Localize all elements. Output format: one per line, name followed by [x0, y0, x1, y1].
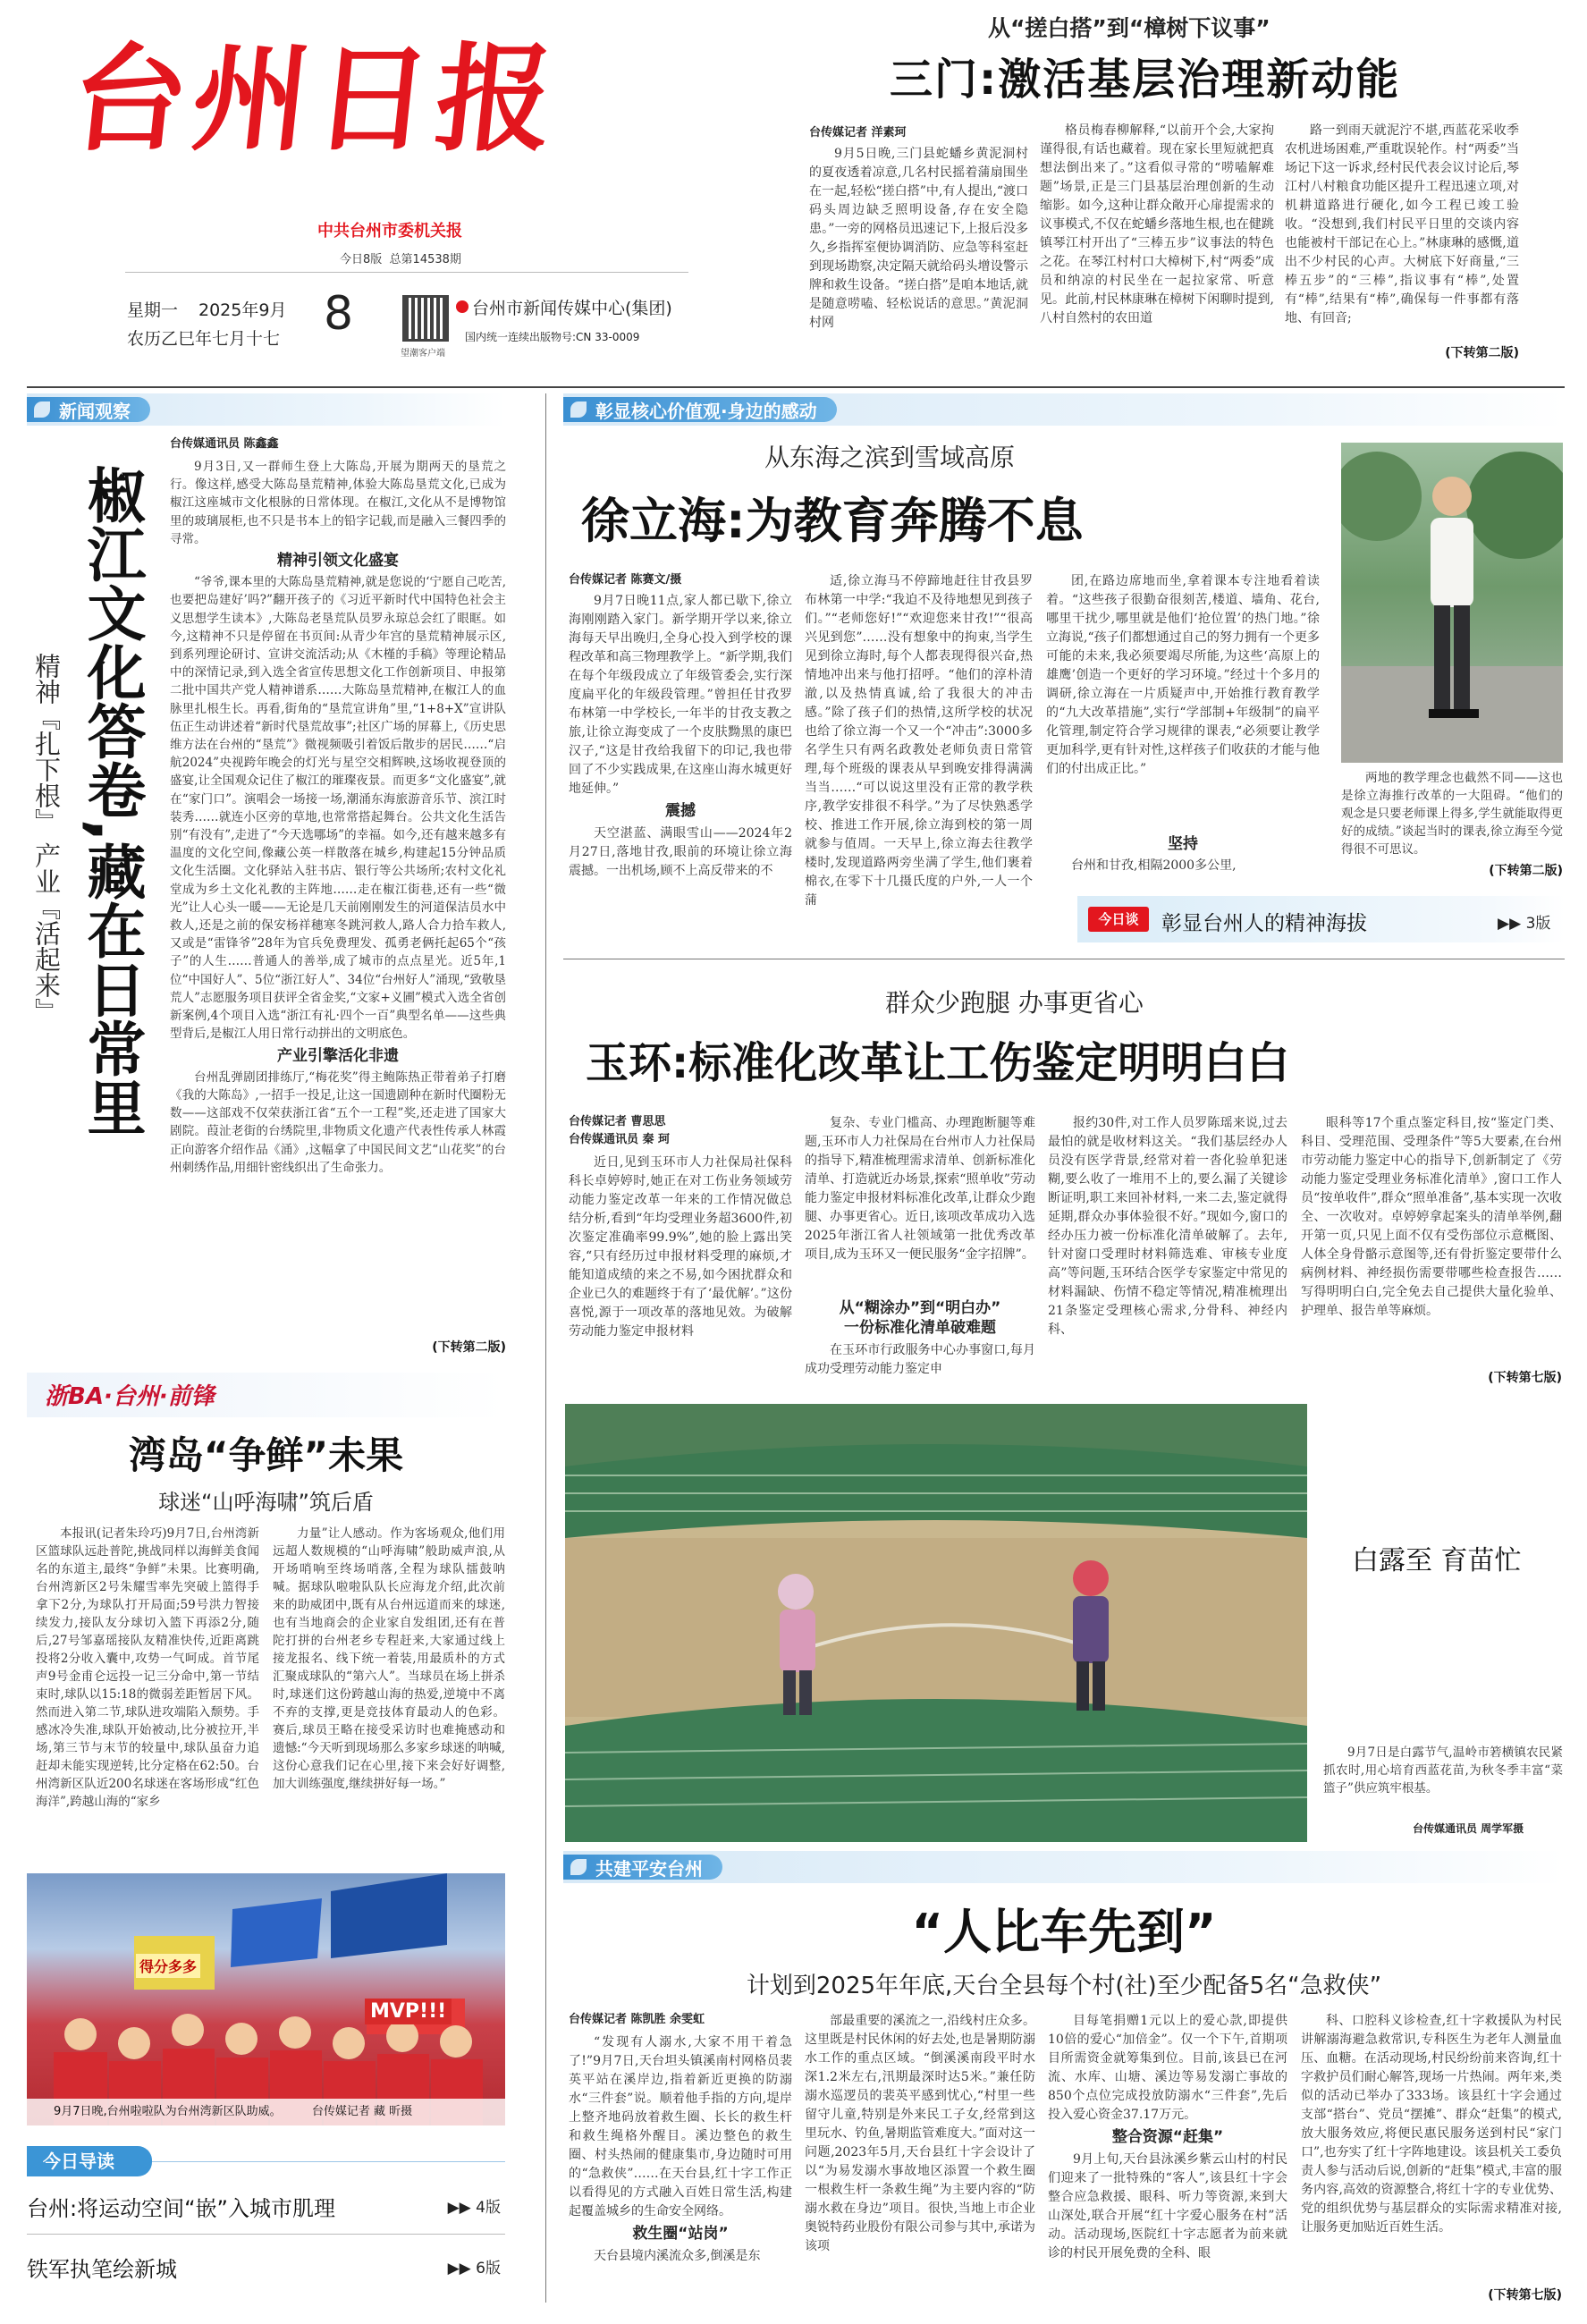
- today-talk-page-num: 3版: [1525, 915, 1551, 933]
- top-story-col1: [809, 145, 1028, 359]
- top-story-col2-text: 格员梅春柳解释,“以前开个会,大家拘谨得很,有话也藏着。现在家长里短就把真想法倒出来了。”这看似寻常的“唠嗑解难题”场景,正是三门县基层治理创新的生动缩影。如今,这种让群众敞开心扉提需求的议事模式,不仅在蛇蟠乡落地生根,也在健跳镇琴江村开出了“三棒五步”议事法的特色之花。在琴江村村口大樟树下,村“两委”成员和纳凉的村民坐在一起拉家常、听意见。此前,村民林康琳在樟树下闲聊时提到,八村自然村的农田道: [1040, 123, 1274, 325]
- sports-title: 湾岛“争鲜”未果: [128, 1433, 404, 1477]
- sports-col1: [36, 1525, 259, 1861]
- yuhuan-title: 玉环:标准化改革让工伤鉴定明明白白: [586, 1038, 1290, 1088]
- today-guide-label: 今日导读: [43, 2151, 114, 2172]
- news-obs-p2: “爷爷,课本里的大陈岛垦荒精神,就是您说的‘宁愿自己吃苦,也要把岛建好’吗?”翻开孩子的《习近平新时代中国特色社会主义思想学生读本》,大陈岛老垦荒队员罗永琼总会红了眼眶。如今,这精神不只是停留在书页间:从青少年宫的垦荒精神展示区,到系列理论研讨、宣讲交流活动;从《木槿的手稿》等理论精品中的深情记录,到入选全省宣传思想文化工作创新项目、申报第二批中国共产党人精神谱系……大陈岛垦荒精神,在椒江人的血脉里扎根生长。再看,街角的“垦荒宣讲角”里,“1+8+X”宣讲队伍正生动讲述着“新时代垦荒故事”;社区广场的屏幕上,《历史思维方法在台州的“垦荒”》微视频吸引着饭后散步的居民……“启航2024”央视跨年晚会的灯光与星空交相辉映,这场收视登顶的盛宴,让全国观众记住了椒江的璀璨夜景。而更多“文化盛宴”,就在“家门口”。演唱会一场接一场,潮涌东海旅游音乐节、滨江时装秀……就连小区旁的草地,也常常搭起舞台。公共文化生活告别“有没有”,走进了“今天选哪场”的幸福。如今,还有越来越多有温度的文化空间,像藏公英一样散落在城乡,构建起15分钟品质文化生活圈。文化驿站入驻书店、银行等公共场所;农村文化礼堂成为乡土文化礼教的主阵地……走在椒江街巷,还有一些“微光”让人心头一暖——无论是几天前刚刚发生的河道保洁员水中救人,还是之前的保安杨祥穗寒冬跳河救人,路人合力拾车救人,又或是“雷锋爷”28年为官兵免费理发、孤勇老俩托起65个“孩子”的人生……普通人的善举,成了城市的点点星光。近5年,1位“中国好人”、5位“浙江好人”、34位“台州好人”涌现,“致敬垦荒人”志愿服务项目获评全省金奖,“文家+义圃”模式入选全省创新案例,4个项目入选“浙江有礼·四个一百”典型名单——这些典型背后,是椒江人用日常行动拼出的文明底色。: [170, 575, 506, 1042]
- qr-caption: 望潮客户端: [401, 349, 445, 359]
- safety-col1-text: “发现有人溺水,大家不用干着急了!”9月7日,天台坦头镇溪南村网格员裴英平站在溪岸边,指着新近更换的防溺水“三件套”说。顺着他手指的方向,堤岸上整齐地码放着救生圈、长长的救生杆和救生绳格外醒目。溪边整色的救生圈、村头热闹的健康集市,身边随时可用的“急救侠”……在天台县,红十字工作正以看得见的方式融入百姓日常生活,构建起覆盖城乡的生命安全网络。: [569, 2035, 792, 2218]
- news-obs-tag-label: 新闻观察: [27, 397, 150, 422]
- yuhuan-col1: [569, 1154, 792, 1386]
- safety-byline: 台传媒记者 陈凯胜 余雯虹: [569, 2013, 705, 2026]
- core-values-tag-label: 彰显核心价值观·身边的感动: [563, 397, 837, 422]
- newspaper-logo: 台州日报: [64, 30, 566, 167]
- safety-col2-text: 部最重要的溪流之一,沿线村庄众多。这里既是村民休闲的好去处,也是暑期防溺水工作的重点区域。“倒溪溪南段平时水深1.2米左右,汛期最深时达5米。”兼任防溺水巡逻员的裴英平感到忧心,“村里一些留守儿童,特别是外来民工子女,经常到这里玩水、钓鱼,暑期监管难度大。”面对这一问题,2023年5月,天台县红十字会设计了以“为易发溺水事故地区添置一个救生圈一根救生杆一条救生绳”为主要内容的“防溺水救在身边”项目。很快,当地上市企业奥锐特药业股份有限公司参与其中,承诺为该项: [805, 2014, 1035, 2253]
- sports-photo-byline: 台传媒记者 藏 昕摄: [311, 2105, 413, 2118]
- top-story: [800, 0, 1569, 367]
- today-item-2-page: ▶▶ 6版: [447, 2260, 501, 2278]
- sports-col2: [273, 1525, 505, 1861]
- photo-news-caption: [1323, 1744, 1563, 1817]
- safety-tag: [563, 1851, 1565, 1883]
- top-story-col1-text: 9月5日晚,三门县蛇蟠乡黄泥洞村的夏夜透着凉意,几名村民摇着蒲扇围坐在一起,轻松“搓白搭”中,有人提出,“渡口码头周边缺乏照明设备,存在安全隐患。”一旁的网格员迅速记下,上报后没多久,乡指挥室便协调消防、应急等科室赶到现场勘察,决定隔天就给码头增设警示牌和救生设备。“搓白搭”是咱本地话,就是随意唠嗑、轻松说话的意思。”黄泥洞村网: [809, 147, 1028, 330]
- xu-col2-text: 适,徐立海马不停蹄地赶往甘孜县罗布林第一中学:“我迫不及待地想见到孩子们。”“老师您好!”“欢迎您来甘孜!”“很高兴见到您”……没有想象中的拘束,当学生见到徐立海时,每个人都表现得很兴奋,热情地冲出来与他打招呼。“他们的淳朴清澈,以及热情真诚,给了我很大的冲击感。”除了孩子们的热情,这所学校的状况也给了徐立海一个又一个“冲击”:3000多名学生只有两名政教处老师负责日常管理,每个班级的课表从早到晚安排得满满当当……“可以说这里没有正常的教学秩序,教学安排很不科学。”为了尽快熟悉学校、推进工作开展,徐立海到校的第一周就参与值周。一天早上,徐立海去往教学楼时,发现道路两旁坐满了学生,他们裹着棉衣,在零下十几摄氏度的户外,一人一个蒲: [805, 574, 1033, 908]
- seedling-photo: [565, 1404, 1307, 1842]
- yuhuan-col4-text: 眼科等17个重点鉴定科目,按“鉴定门类、科目、受理范围、受理条件”等5大要素,在台州市劳动能力鉴定中心的指导下,创新制定了《劳动能力鉴定受理业务标准化清单》,窗口工作人员“按单收件”,群众“照单准备”,基本实现一次收全、一次收对。卓婷婷拿起案头的清单举例,翻开第一页,只见上面不仅有受伤部位示意概图、人体全身骨骼示意图等,还有骨折鉴定要带什么病例材料、神经损伤需要带哪些检查报告……写得明明白白,完全免去自己提供大量化验单、护理单、报告单等麻烦。: [1301, 1116, 1562, 1318]
- today-item-1-page: ▶▶ 4版: [447, 2199, 501, 2217]
- news-obs-byline: 台传媒通讯员 陈鑫鑫: [170, 437, 279, 451]
- cn-number: 国内统一连续出版物号:CN 33-0009: [465, 331, 640, 343]
- today-talk-banner[interactable]: [1077, 896, 1565, 942]
- xu-byline: 台传媒记者 陈赛文/摄: [569, 573, 682, 587]
- news-obs-p1: 9月3日,又一群师生登上大陈岛,开展为期两天的垦荒之行。像这样,感受大陈岛垦荒精神,体验大陈岛垦荒文化,已成为椒江这座城市文化根脉的日常体现。在椒江,文化从不是博物馆里的玻璃展柜,也不只是书本上的铅字记载,而是融入三餐四季的寻常。: [170, 460, 506, 546]
- safety-col4-text: 科、口腔科义诊检查,红十字救援队为村民讲解溺海避急救常识,专科医生为老年人测量血压、血糖。在活动现场,村民纷纷前来咨询,红十字救护员们耐心解答,现场一片热闹。两年来,类似的活动已举办了333场。该县红十字会通过支部“搭台”、党员“摆摊”、群众“赶集”的模式,放大服务效应,将便民惠民服务送到村民“家门口”,也夯实了红十字阵地建设。该县机关工委负责人参与活动后说,创新的“赶集”模式,丰富的服务内容,高效的资源整合,将红十字的专业优势、党的组织优势与基层群众的实际需求精准对接,让服务更加贴近百姓生活。: [1301, 2014, 1562, 2235]
- top-story-kicker: 从“搓白搭”到“樟树下议事”: [988, 15, 1270, 41]
- news-obs-tag: [27, 393, 505, 426]
- fans-banner-2: MVP!!!: [365, 1999, 452, 2024]
- today-item-2-page-num: 6版: [476, 2260, 501, 2278]
- lunar-date: 农历乙巳年七月十七: [127, 329, 281, 349]
- publisher-logo-icon: [456, 300, 469, 313]
- news-obs-h1: 精神引领文化盛宴: [277, 552, 399, 570]
- top-story-col3-text: 路一到雨天就泥泞不堪,西蓝花采收季农机进场困难,严重耽误轮作。村“两委”当场记下这一诉求,经村民代表会议讨论后,琴江村八村粮食功能区提升工程迅速立项,对机耕道路进行硬化,如今工程已竣工验收。“没想到,我们村民平日里的交谈内容也能被村干部记在心上。”林康琳的感慨,道出不少村民的心声。大树底下好商量,“三棒五步”的“三棒”,指议事有“棒”,处置有“棒”,结果有“棒”,确保每一件事都有落地、有回音;: [1285, 123, 1519, 325]
- xu-kicker: 从东海之滨到雪域高原: [764, 443, 1016, 472]
- xu-lihai-photo: [1341, 443, 1563, 763]
- xu-col1-text: 9月7日晚11点,家人都已歇下,徐立海刚刚踏入家门。新学期开学以来,徐立海每天早出晚归,全身心投入到学校的课程改革和高三物理教学上。“新学期,我们在每个年级段成立了年级管委会,实行深度扁平化的年级段管理。”曾担任甘孜罗布林第一中学校长,一年半的甘孜支教之旅,让徐立海变成了一个皮肤黝黑的康巴汉子,“这是甘孜给我留下的印记,我也带回了不少实践成果,在这座山海水城更好地延伸。”: [569, 594, 792, 796]
- cheering-fans-photo: [27, 1873, 505, 2125]
- xu-title: 徐立海:为教育奔腾不息: [581, 493, 1084, 549]
- news-obs-body: [170, 458, 506, 1361]
- yuhuan-col4: [1301, 1114, 1562, 1365]
- xu-col1: [569, 592, 792, 950]
- news-obs-subtitle-text: 精神『扎下根』 产业『活起来』: [31, 653, 62, 1025]
- xu-photo-caption-text: 两地的教学理念也截然不同——这也是徐立海推行改革的一大阻碍。“他们的观念是只要老师课上得多,学生就能取得更好的成绩。”谈起当时的课表,徐立海至今觉得很不可思议。: [1341, 771, 1563, 857]
- safety-col4: [1301, 2012, 1562, 2282]
- sports-col1-text: 本报讯(记者朱玲巧)9月7日,台州湾新区篮球队远赴普陀,挑战同样以海鲜美食闻名的东道主,最终“争鲜”未果。比赛明确,台州湾新区2号朱耀雪率先突破上篮得手拿下2分,为球队打开局面;59号洪力智接续发力,接队友分球切入篮下再添2分,随后,27号邹嘉瑶接队友精准快传,近距离跳投将2分收入囊中,攻势一气呵成。首节尾声9号金甫仑远投一记三分命中,第一节结束时,球队以15:18的微弱差距暂居下风。然而进入第二节,球队进攻端陷入颓势。手感冰冷失准,球队开始被动,比分被拉开,半场,第三节与末节的较量中,球队虽奋力追赶却未能实现逆转,比分定格在62:50。台州湾新区队近200名球迷在客场形成“红色海洋”,跨越山海的“家乡: [36, 1526, 259, 1809]
- today-item-1-page-num: 4版: [476, 2199, 501, 2217]
- yuhuan-col3-text: 报约30件,对工作人员罗陈瑶来说,过去最怕的就是收材料这关。“我们基层经办人员没有医学背景,经常对着一沓化验单犯迷糊,要么收了一堆用不上的,要么漏了关键诊断证明,职工来回补材料,一来二去,鉴定就得延期,群众办事体验很不好。”现如今,窗口的经办压力被一份标准化清单破解了。去年,针对窗口受理时材料筛选难、审核专业度高”等问题,玉环结合医学专家鉴定中常见的材料漏缺、伤情不稳定等情况,精准梳理出21条鉴定受理核心需求,分骨科、神经内科、: [1048, 1116, 1287, 1337]
- news-obs-turn: (下转第二版): [432, 1340, 506, 1355]
- sports-col2-text: 力量”让人感动。作为客场观众,他们用远超人数规模的“山呼海啸”般助威声浪,从开场哨响至终场哨落,全程为球队擂鼓呐喊。据球队啦啦队队长应海龙介绍,此次前来的助威团中,既有从台州远道而来的球迷,也有当地商会的企业家自发组团,还有在普陀打拼的台州老乡专程赶来,大家通过线上接龙报名、线下统一着装,用最质朴的方式汇聚成球队的“第六人”。当球员在场上拼杀时,球迷们这份跨越山海的热爱,逆境中不离不弃的支撑,更是竞技体育最动人的色彩。赛后,球员王略在接受采访时也难掩感动和遗憾:“今天听到现场那么多家乡球迷的呐喊,这份心意我们记在心里,接下来会好好调整,加大训练强度,继续拼好每一场。”: [273, 1526, 505, 1791]
- photo-news-caption-text: 9月7日是白露节气,温岭市箬横镇农民紧抓农时,用心培育西蓝花苗,为秋冬季丰富“菜篮子”供应筑牢根基。: [1323, 1745, 1563, 1796]
- sports-tag-label: 浙BA·台州·前锋: [45, 1383, 215, 1410]
- yuhuan-col2-more: [805, 1341, 1035, 1386]
- sports-subtitle: 球迷“山呼海啸”筑后盾: [158, 1490, 374, 1515]
- day-number: 8: [324, 287, 354, 341]
- safety-col2: [805, 2012, 1035, 2303]
- safety-col1: [569, 2033, 792, 2302]
- top-story-byline: 台传媒记者 洋素珂: [809, 126, 907, 139]
- pages-label: 今日8版: [340, 253, 383, 266]
- today-talk-logo: 今日谈: [1088, 907, 1149, 932]
- xu-col3-text: 团,在路边席地而坐,拿着课本专注地看着读着。“这些孩子很勤奋很刻苦,楼道、墙角、花台,哪里干扰少,哪里就是他们‘抢位置’的热门地。”徐立海说,“孩子们都想通过自己的努力拥有一个更多可能的未来,我必须要竭尽所能,为这些‘高原上的雄鹰’创造一个更好的学习环境。”经过十个多月的调研,徐立海在一片质疑声中,开始推行教育教学的“九大改革措施”,实行“学部制+年级制”的扁平化管理,制定符合学习规律的课表,“必须要让教学更加科学,更有针对性,这样孩子们收获的才能与他们的付出成正比。”: [1046, 574, 1320, 776]
- news-obs-subtitle: [25, 653, 61, 1024]
- today-guide-tag: [27, 2146, 152, 2176]
- today-item-2-text: 铁军执笔绘新城: [27, 2257, 177, 2282]
- today-talk-title: 彰显台州人的精神海拔: [1161, 912, 1367, 935]
- date: 2025年9月: [198, 300, 287, 320]
- photo-news-byline: 台传媒通讯员 周学军摄: [1413, 1822, 1524, 1835]
- news-obs-p3: 台州乱弹剧团排练厅,“梅花奖”得主鲍陈热正带着弟子打磨《我的大陈岛》,一招手一投足,让这一国遗剧种在新时代圈粉无数——这部戏不仅荣获浙江省“五个一工程”奖,还走进了国家大剧院。葭沚老街的台绣院里,非物质文化遗产代表性传承人林霞正向游客介绍作品《涌》,这幅拿了中国民间文艺“山花奖”的台州刺绣作品,用细针密线织出了生命张力。: [170, 1069, 506, 1175]
- safety-col1-heading: 救生圈“站岗”: [632, 2225, 729, 2243]
- xu-photo-caption: [1341, 769, 1563, 867]
- top-story-col3: [1285, 122, 1519, 343]
- today-item-2[interactable]: [27, 2252, 505, 2287]
- safety-tag-label: 共建平安台州: [563, 1855, 722, 1880]
- seedling-field-illustration: [565, 1404, 1307, 1842]
- publisher: 台州市新闻传媒中心(集团): [472, 299, 672, 318]
- yuhuan-col2-text: 复杂、专业门槛高、办理跑断腿等难题,玉环市人力社保局在台州市人力社保局的指导下,精准梳理需求清单、创新标准化清单、打造就近办场景,探索“照单收”劳动能力鉴定申报材料标准化改革,让群众少跑腿、办事更省心。近日,该项改革成功入选2025年浙江省人社领域第一批优秀改革项目,成为玉环又一便民服务“金字招牌”。: [805, 1116, 1035, 1262]
- top-story-col2: [1040, 122, 1274, 361]
- top-story-turn: (下转第二版): [1445, 346, 1519, 360]
- xu-col1-heading: 震撼: [665, 802, 696, 820]
- safety-title: “人比车先到”: [911, 1904, 1217, 1960]
- safety-turn: (下转第七版): [1488, 2288, 1562, 2303]
- safety-col3-more: 9月上旬,天台县泳溪乡紫云山村的村民们迎来了一批特殊的“客人”,该县红十字会整合应急救援、眼科、听力等资源,来到大山深处,联合开展“红十字爱心服务在村”活动。活动现场,医院红十字志愿者为前来就诊的村民开展免费的全科、眼: [1048, 2152, 1287, 2261]
- xu-col3-heading: 坚持: [1168, 835, 1198, 853]
- today-item-1[interactable]: [27, 2191, 505, 2227]
- photo-news-title: 白露至 育苗忙: [1352, 1545, 1522, 1576]
- sports-photo-caption: [27, 2099, 505, 2125]
- xu-col3-more: [1046, 857, 1320, 878]
- today-item-1-text: 台州:将运动空间“嵌”入城市肌理: [27, 2196, 335, 2221]
- news-obs-title: [70, 465, 146, 1137]
- yuhuan-col1-text: 近日,见到玉环市人力社保局社保科科长卓婷婷时,她正在对工伤业务领域劳动能力鉴定改革一年来的工作情况做总结分析,看到“年均受理业务超3600件,初次鉴定准确率99.9%”,她的脸上露出笑容,“只有经历过申报材料受理的麻烦,才能知道成绩的来之不易,如今困扰群众和企业已久的难题终于有了‘最优解’。”这份喜悦,源于一项改革的落地见效。为破解劳动能力鉴定申报材料: [569, 1155, 792, 1339]
- safety-col3-heading: 整合资源“赶集”: [1111, 2128, 1224, 2146]
- news-obs-title-text: 椒江文化答卷,藏在日常里: [77, 465, 146, 1137]
- xu-lihai-figure: [1341, 443, 1563, 763]
- qr-code[interactable]: [402, 295, 449, 342]
- top-story-title: 三门:激活基层治理新动能: [890, 55, 1401, 105]
- weekday: 星期一: [127, 300, 179, 320]
- yuhuan-byline-2: 台传媒通讯员 秦 珂: [569, 1133, 671, 1146]
- xu-col1-more: 天空湛蓝、满眼雪山——2024年2月27日,落地甘孜,眼前的环境让徐立海震撼。一出机场,顾不上高反带来的不: [569, 826, 792, 878]
- xu-col3-more-text: 台州和甘孜,相隔2000多公里,: [1071, 858, 1237, 873]
- fans-banner-1: 得分多多: [136, 1954, 200, 1978]
- yuhuan-col2-heading: 从“糊涂办”到“明白办” 一份标准化清单破难题: [839, 1299, 1001, 1337]
- safety-col1-more: 天台县境内溪流众多,倒溪是东: [594, 2249, 761, 2263]
- sponsor-label: 中共台州市委机关报: [317, 222, 462, 241]
- xu-turn: (下转第二版): [1489, 864, 1563, 878]
- issue-number: 总第14538期: [389, 253, 461, 266]
- safety-col3: [1048, 2012, 1287, 2303]
- page-count: [340, 249, 461, 266]
- xu-col2: [805, 572, 1033, 950]
- yuhuan-col3: [1048, 1114, 1287, 1386]
- safety-col3-text: 目每笔捐赠1元以上的爱心款,即提供10倍的爱心“加倍金”。仅一个下午,首期项目所需资金就筹集到位。目前,该县已在河流、水库、山塘、溪边等易发溺亡事故的850个点位完成投放防溺水“三件套”,先后投入爱心资金37.17万元。: [1048, 2014, 1287, 2122]
- xu-col3: [1046, 572, 1320, 867]
- yuhuan-col2-more-text: 在玉环市行政服务中心办事窗口,每月成功受理劳动能力鉴定申: [805, 1343, 1035, 1376]
- sports-photo-caption-text: 9月7日晚,台州啦啦队为台州湾新区队助威。: [54, 2105, 282, 2118]
- core-values-tag: [563, 393, 1565, 426]
- yuhuan-kicker: 群众少跑腿 办事更省心: [885, 988, 1144, 1018]
- safety-subtitle: 计划到2025年年底,天台全县每个村(社)至少配备5名“急救侠”: [746, 1973, 1382, 1999]
- sports-tag: [27, 1373, 505, 1417]
- news-obs-h2: 产业引擎活化非遗: [277, 1046, 399, 1065]
- yuhuan-byline-1: 台传媒记者 曹思思: [569, 1115, 666, 1128]
- today-talk-page: ▶▶ 3版: [1498, 915, 1551, 933]
- yuhuan-turn: (下转第七版): [1488, 1371, 1562, 1385]
